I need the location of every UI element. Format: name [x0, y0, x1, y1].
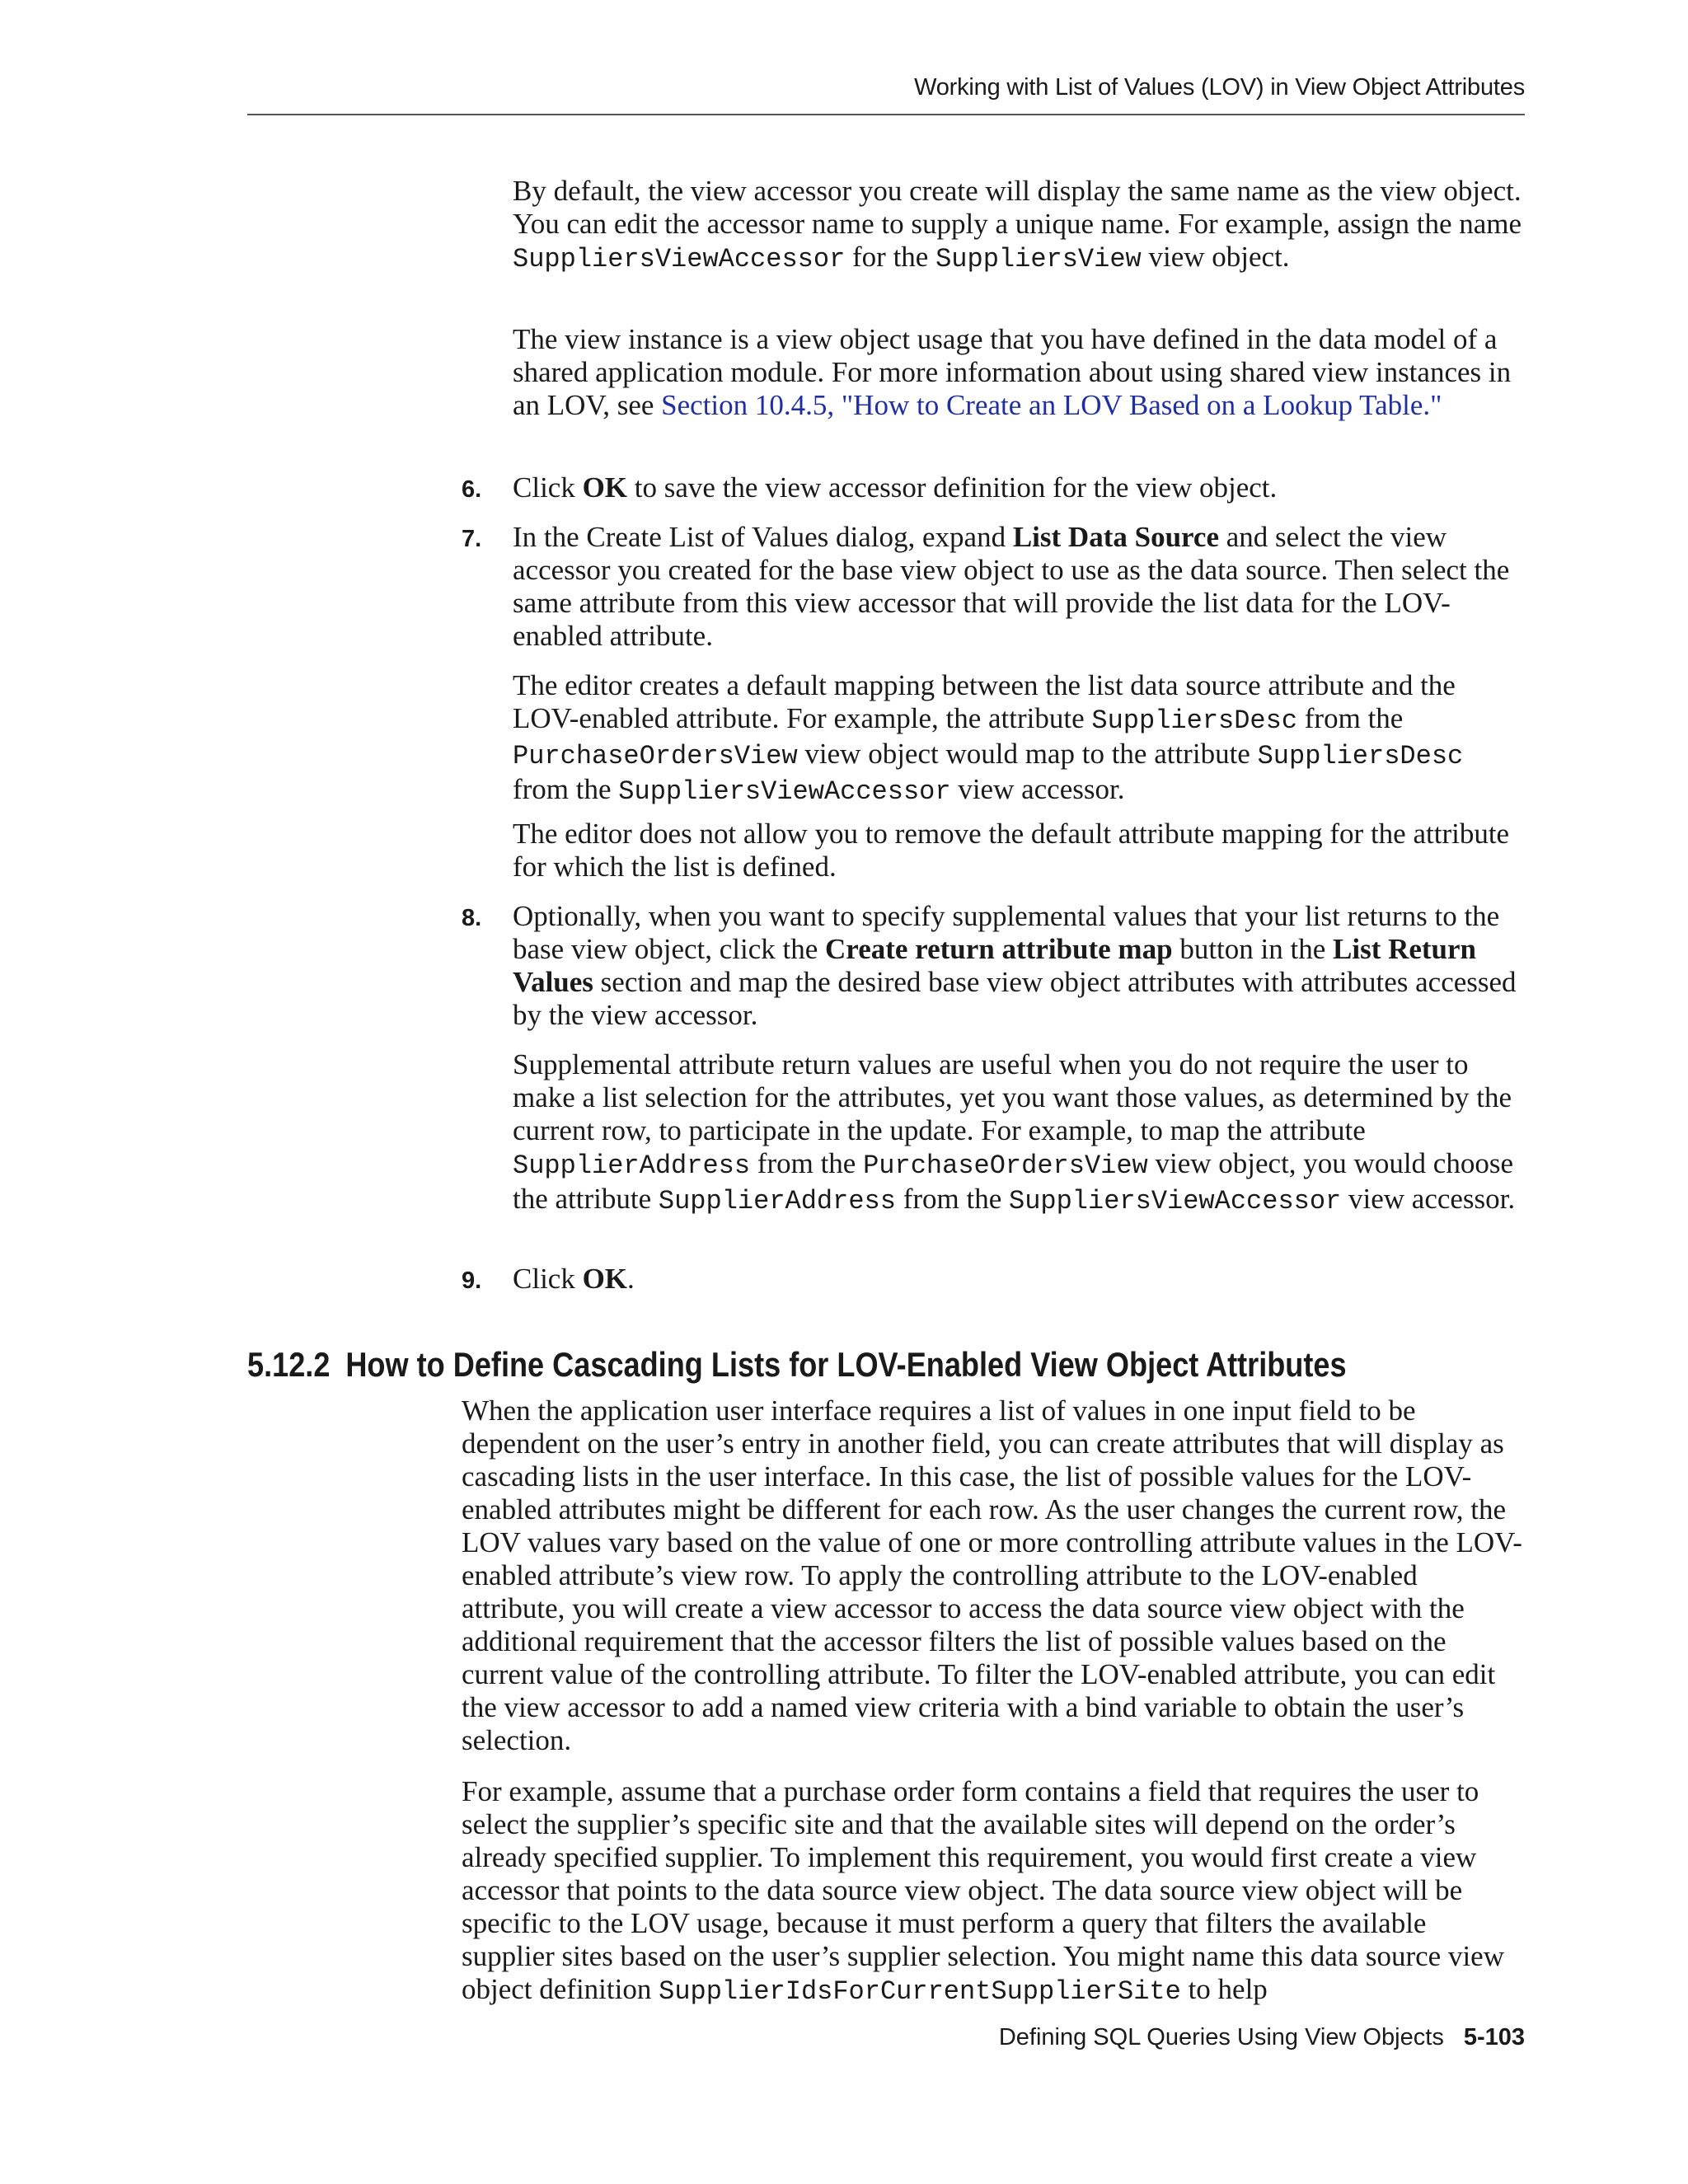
page-number: 5-103 [1463, 2024, 1525, 2050]
code-purchaseordersview: PurchaseOrdersView [513, 741, 798, 771]
text: . [627, 1263, 635, 1295]
text: Click [513, 471, 583, 504]
text: view object, you would choose the attribute [513, 1147, 1513, 1215]
ui-label-create-return-attribute-map: Create return attribute map [825, 933, 1173, 965]
text: The editor creates a default mapping between the list data source attribute and the LOV-enabled attribute. For example, the attribute [513, 669, 1456, 734]
text: Supplemental attribute return values are useful when you do not require the user to make a list selection for the attributes, yet you want those values, as determined by the current row, to participate in the update. For example, to map the attribute [513, 1048, 1512, 1146]
list-item-step-9 [462, 1263, 1525, 1297]
step-text [513, 471, 1525, 506]
step-number: 7. [462, 526, 482, 552]
step-7-note-2: The editor does not allow you to remove the default attribute mapping for the attribute for which the list is defined. [513, 818, 1510, 883]
page-footer [247, 2024, 1525, 2051]
code-suppliersview: SuppliersView [935, 244, 1142, 274]
step-number: 8. [462, 905, 482, 931]
text: to save the view accessor definition for the view object. [627, 471, 1278, 504]
step-text [513, 900, 1525, 1032]
section-paragraph-2 [462, 1775, 1525, 2008]
footer-book-title: Defining SQL Queries Using View Objects [998, 2024, 1444, 2050]
text: For example, assume that a purchase order form contains a field that requires the user to select the supplier’s specific site and that the available sites will depend on the order’s already specified supplier. To implement this requirement, you would first create a view accessor that points to the data source view object. The data source view object will be specific to the LOV usage, because it must perform a query that filters the available supplier sites based on the user’s supplier selection. You might name this data source view object definition [462, 1775, 1504, 2005]
text: view object would map to the attribute [797, 738, 1258, 770]
code-suppliersviewaccessor: SuppliersViewAccessor [618, 776, 951, 807]
step-text [513, 1263, 1525, 1297]
text: button in the [1172, 933, 1333, 965]
list-item-step-8 [462, 900, 1525, 1032]
list-item-step-7 [462, 521, 1525, 653]
step-8-note [513, 1048, 1525, 1218]
step-text [513, 521, 1525, 653]
section-heading [247, 1343, 1346, 1386]
list-item-step-6 [462, 471, 1525, 506]
code-purchaseordersview: PurchaseOrdersView [863, 1151, 1148, 1181]
text: section and map the desired base view object attributes with attributes accessed by the view accessor. [513, 966, 1517, 1031]
text: from the [895, 1183, 1009, 1215]
text: By default, the view accessor you create will display the same name as the view object. You can edit the accessor name to supply a unique name. For example, assign the name [513, 175, 1522, 240]
text: In the Create List of Values dialog, expand [513, 521, 1013, 553]
text: from the [513, 773, 619, 805]
code-suppliersviewaccessor: SuppliersViewAccessor [513, 244, 846, 274]
text: from the [750, 1147, 864, 1179]
text: Optionally, when you want to specify supplemental values that your list returns to the base view object, click the [513, 900, 1500, 965]
ui-label-list-return-values: List Return Values [513, 933, 1477, 998]
step-number: 6. [462, 476, 482, 503]
running-header: Working with List of Values (LOV) in View Object Attributes [914, 74, 1525, 101]
code-supplieraddress: SupplierAddress [658, 1186, 896, 1216]
text: and select the view accessor you created for the base view object to use as the data source. Then select the same attribute from this view accessor that will provide the list data for the LOV-enabled attribute. [513, 521, 1510, 652]
text: from the [1297, 702, 1404, 734]
text: for the [845, 241, 936, 273]
section-paragraph-1: When the application user interface requires a list of values in one input field to be dependent on the user’s entry in another field, you can create attributes that will display as cascading lists in the user interface. In this case, the list of possible values for the LOV-enabled attributes might be different for each row. As the user changes the current row, the LOV values vary based on the value of one or more controlling attribute values in the LOV-enabled attribute’s view row. To apply the controlling attribute to the LOV-enabled attribute, you will create a view accessor to access the data source view object with the additional requirement that the accessor filters the list of possible values based on the current value of the controlling attribute. To filter the LOV-enabled attribute, you can edit the view accessor to add a named view criteria with a bind variable to obtain the user’s selection. [462, 1394, 1522, 1756]
text: Click [513, 1263, 583, 1295]
code-suppliersdesc: SuppliersDesc [1091, 705, 1298, 736]
ui-label-list-data-source: List Data Source [1012, 521, 1220, 553]
step-7-note-1 [513, 669, 1525, 808]
text: to help [1180, 1973, 1268, 2005]
ui-label-ok: OK [582, 1263, 628, 1295]
section-title: How to Define Cascading Lists for LOV-Enabled View Object Attributes [345, 1345, 1347, 1384]
section-number: 5.12.2 [247, 1345, 331, 1384]
text: view accessor. [1341, 1183, 1516, 1215]
text: view object. [1141, 241, 1290, 273]
intro-paragraph-2 [513, 323, 1525, 422]
intro-paragraph-1 [513, 175, 1525, 276]
text: view accessor. [950, 773, 1125, 805]
step-number: 9. [462, 1268, 482, 1294]
ui-label-ok: OK [582, 471, 628, 504]
code-supplieridsforcurrentsuppliersite: SupplierIdsForCurrentSupplierSite [659, 1976, 1181, 2007]
text: The view instance is a view object usage that you have defined in the data model of a shared application module. For more information about using shared view instances in an LOV, see [513, 323, 1512, 421]
header-rule [247, 114, 1525, 115]
code-supplieraddress: SupplierAddress [513, 1151, 751, 1181]
code-suppliersdesc: SuppliersDesc [1257, 741, 1464, 771]
section-10-4-5-link[interactable]: Section 10.4.5, "How to Create an LOV Based on a Lookup Table." [661, 389, 1442, 421]
code-suppliersviewaccessor: SuppliersViewAccessor [1008, 1186, 1342, 1216]
